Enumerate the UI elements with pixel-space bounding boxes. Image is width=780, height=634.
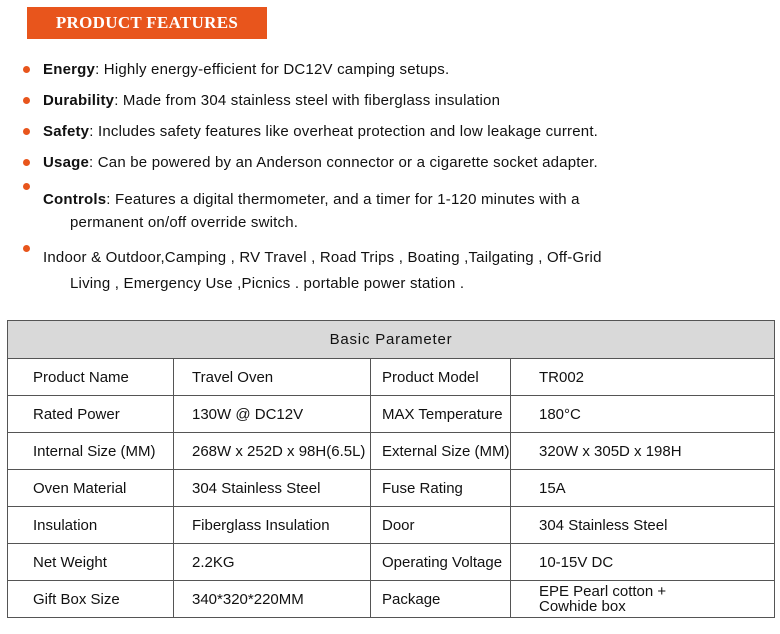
feature-energy: [20, 58, 760, 82]
feature-text: : Can be powered by an Anderson connector or a cigarette socket adapter.: [89, 154, 598, 171]
feature-text: : Features a digital thermometer, and a timer for 1-120 minutes with a: [106, 191, 580, 208]
table-header-row: [8, 321, 775, 359]
feature-label: Durability: [43, 92, 115, 109]
param-value: 304 Stainless Steel: [511, 507, 775, 544]
bullet-icon: [23, 159, 30, 166]
feature-label: Safety: [43, 123, 90, 140]
table-header: Basic Parameter: [8, 321, 775, 359]
table-row: [8, 433, 775, 470]
feature-safety: [20, 120, 760, 144]
feature-text-continued: Living , Emergency Use ,Picnics . portable power station .: [70, 275, 465, 292]
param-label: Gift Box Size: [8, 581, 174, 618]
feature-list: [20, 58, 760, 297]
feature-label: Controls: [43, 191, 107, 208]
param-label: Insulation: [8, 507, 174, 544]
bullet-icon: [23, 128, 30, 135]
param-value: 15A: [511, 470, 775, 507]
table-row: [8, 396, 775, 433]
bullet-icon: [23, 245, 30, 252]
param-value: 130W @ DC12V: [174, 396, 371, 433]
product-features-banner: [27, 7, 267, 39]
feature-text: : Made from 304 stainless steel with fiberglass insulation: [114, 92, 501, 109]
param-value: TR002: [511, 359, 775, 396]
param-value: 320W x 305D x 198H: [511, 433, 775, 470]
param-value: 10-15V DC: [511, 544, 775, 581]
param-value: 340*320*220MM: [174, 581, 371, 618]
param-label: Rated Power: [8, 396, 174, 433]
feature-controls: [20, 188, 760, 234]
table-row: [8, 544, 775, 581]
param-label: Internal Size (MM): [8, 433, 174, 470]
param-value: [511, 581, 775, 618]
param-label: Fuse Rating: [371, 470, 511, 507]
param-label: Operating Voltage: [371, 544, 511, 581]
param-label: Door: [371, 507, 511, 544]
param-value: 268W x 252D x 98H(6.5L): [174, 433, 371, 470]
param-label: MAX Temperature: [371, 396, 511, 433]
feature-text: : Highly energy-efficient for DC12V camping setups.: [95, 61, 450, 78]
feature-usage: [20, 151, 760, 175]
param-label: Package: [371, 581, 511, 618]
table-row: [8, 507, 775, 544]
bullet-icon: [23, 66, 30, 73]
param-value: 304 Stainless Steel: [174, 470, 371, 507]
bullet-icon: [23, 97, 30, 104]
param-label: Product Model: [371, 359, 511, 396]
param-label: Product Name: [8, 359, 174, 396]
param-value: Travel Oven: [174, 359, 371, 396]
table-row: [8, 359, 775, 396]
param-value: 2.2KG: [174, 544, 371, 581]
feature-label: Energy: [43, 61, 96, 78]
bullet-icon: [23, 183, 30, 190]
table-row: [8, 581, 775, 618]
feature-text: Indoor & Outdoor,Camping , RV Travel , Road Trips , Boating ,Tailgating , Off-Grid: [43, 249, 602, 266]
feature-text-continued: permanent on/off override switch.: [70, 214, 299, 231]
param-value: 180°C: [511, 396, 775, 433]
feature-label: Usage: [43, 154, 90, 171]
package-value: EPE Pearl cotton + Cowhide box: [539, 582, 667, 615]
basic-parameter-table: [7, 320, 775, 618]
table-row: [8, 470, 775, 507]
feature-durability: [20, 89, 760, 113]
param-label: External Size (MM): [371, 433, 511, 470]
param-label: Net Weight: [8, 544, 174, 581]
feature-use-cases: [20, 245, 760, 297]
param-value: Fiberglass Insulation: [174, 507, 371, 544]
param-label: Oven Material: [8, 470, 174, 507]
banner-title: PRODUCT FEATURES: [55, 13, 239, 32]
feature-text: : Includes safety features like overheat protection and low leakage current.: [89, 123, 599, 140]
